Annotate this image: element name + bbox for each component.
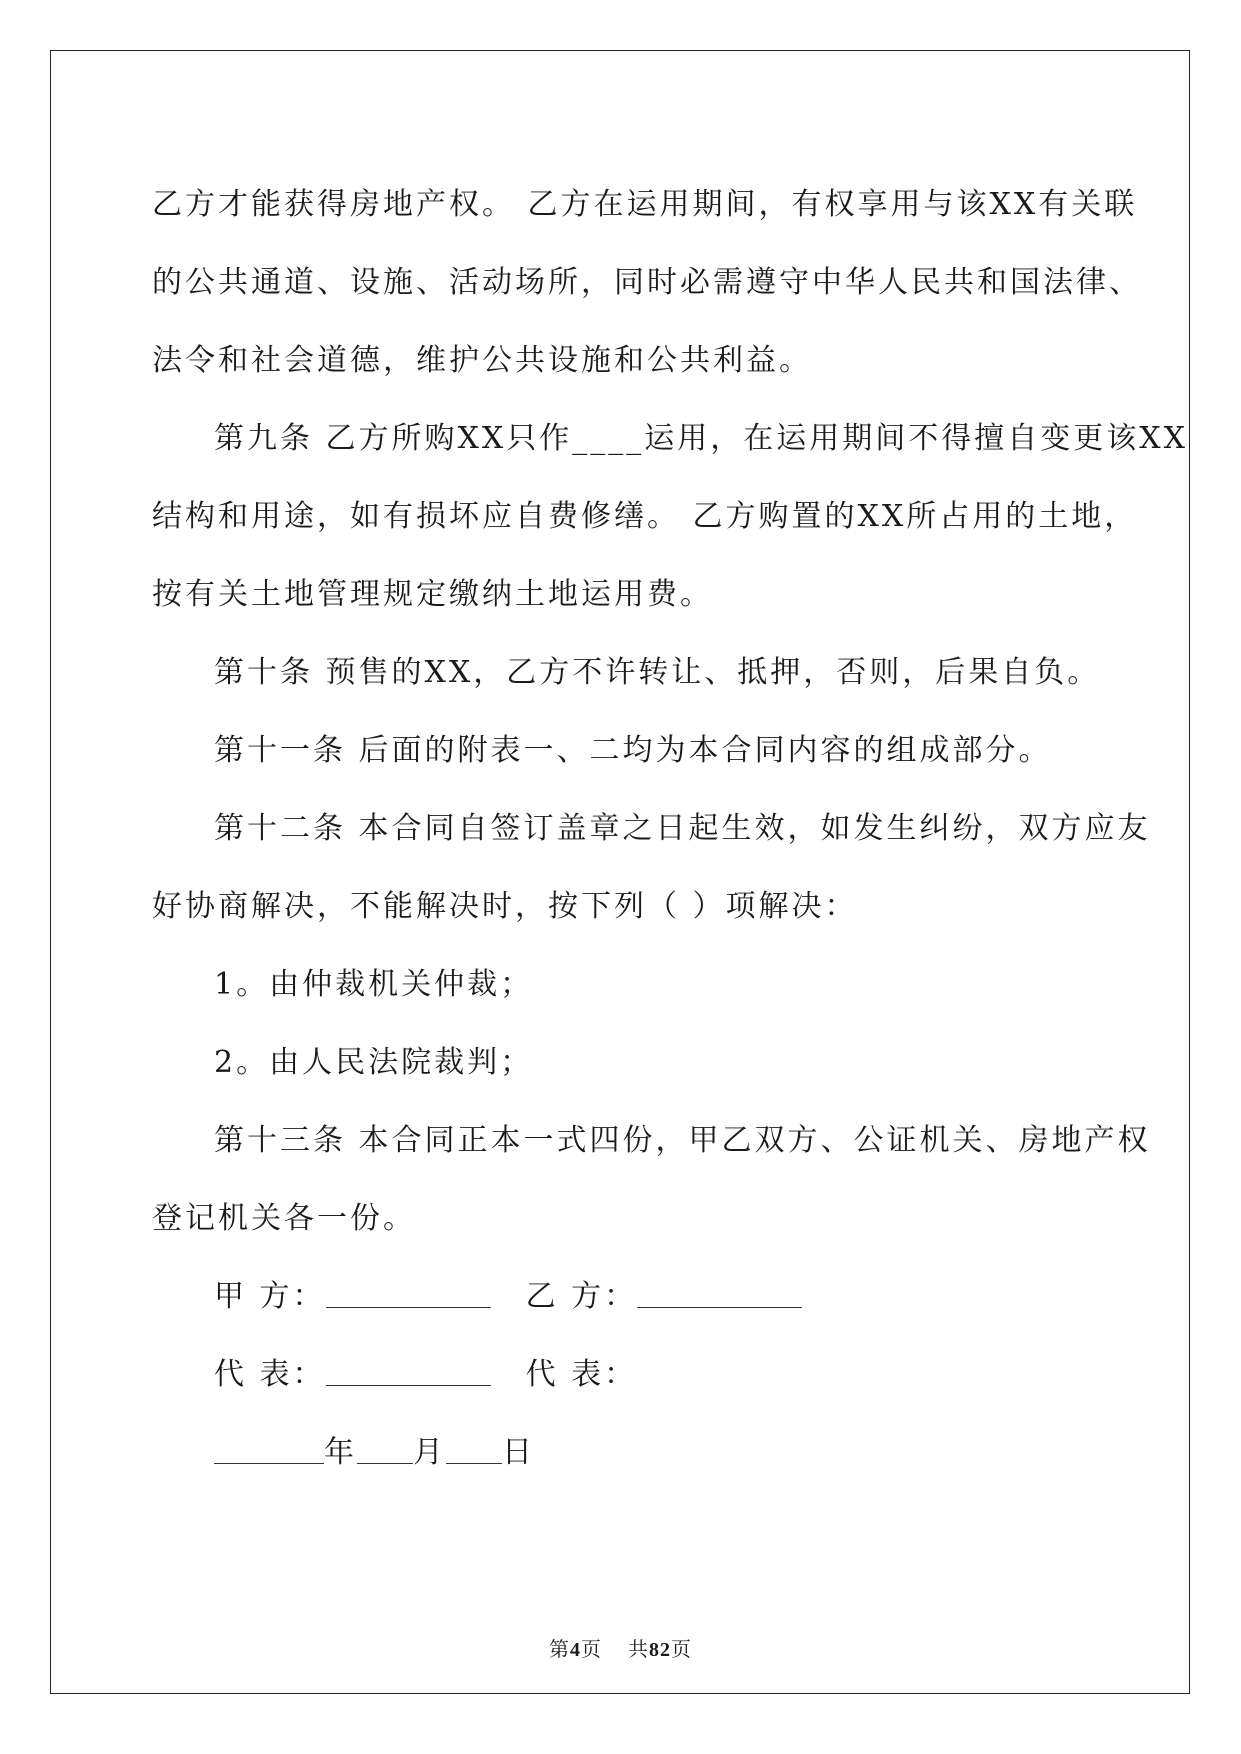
total-pages: 82 [649, 1639, 671, 1661]
article-12-line: 第十二条 本合同自签订盖章之日起生效，如发生纠纷，双方应友 [214, 811, 1151, 846]
article-11-line: 第十一条 后面的附表一、二均为本合同内容的组成部分。 [214, 733, 1052, 768]
day-blank [446, 1435, 502, 1464]
party-a-label: 甲 方： [214, 1279, 326, 1314]
article-13-line: 第十三条 本合同正本一式四份，甲乙双方、公证机关、房地产权 [214, 1123, 1151, 1158]
party-b-label: 乙 方： [525, 1279, 638, 1314]
contract-body [152, 166, 1188, 1492]
page-footer [0, 1633, 1241, 1662]
page-number: 4 [570, 1639, 581, 1661]
text-line: 结构和用途，如有损坏应自费修缮。 乙方购置的XX所占用的土地， [152, 499, 1138, 534]
option-2-line: 2。由人民法院裁判； [214, 1045, 534, 1080]
rep-a-blank [326, 1357, 491, 1386]
rep-b-label: 代 表： [525, 1357, 638, 1392]
text-line: 乙方才能获得房地产权。 乙方在运用期间，有权享用与该XX有关联 [152, 187, 1138, 222]
article-9-line: 第九条 乙方所购XX只作____运用，在运用期间不得擅自变更该XX [214, 421, 1188, 456]
page-prefix: 第 [549, 1639, 570, 1661]
text-line: 法令和社会道德，维护公共设施和公共利益。 [152, 343, 812, 378]
page-suffix: 页 [581, 1639, 602, 1661]
total-prefix: 共 [628, 1639, 649, 1661]
date-row [152, 1414, 1102, 1492]
year-label: 年 [324, 1435, 357, 1470]
text-line: 好协商解决，不能解决时，按下列（ ）项解决： [152, 889, 858, 924]
total-suffix: 页 [671, 1639, 692, 1661]
option-1-line: 1。由仲裁机关仲裁； [214, 967, 534, 1002]
rep-a-label: 代 表： [214, 1357, 326, 1392]
text-line: 的公共通道、设施、活动场所，同时必需遵守中华人民共和国法律、 [152, 265, 1142, 300]
party-b-blank [637, 1279, 802, 1308]
month-label: 月 [413, 1435, 446, 1470]
party-signature-row [152, 1258, 1102, 1336]
month-blank [357, 1435, 413, 1464]
day-label: 日 [502, 1435, 535, 1470]
article-10-line: 第十条 预售的XX，乙方不许转让、抵押，否则，后果自负。 [214, 655, 1101, 690]
text-line: 登记机关各一份。 [152, 1201, 416, 1236]
text-line: 按有关土地管理规定缴纳土地运用费。 [152, 577, 713, 612]
party-a-blank [326, 1279, 491, 1308]
year-blank [214, 1435, 324, 1464]
representative-row [152, 1336, 1102, 1414]
